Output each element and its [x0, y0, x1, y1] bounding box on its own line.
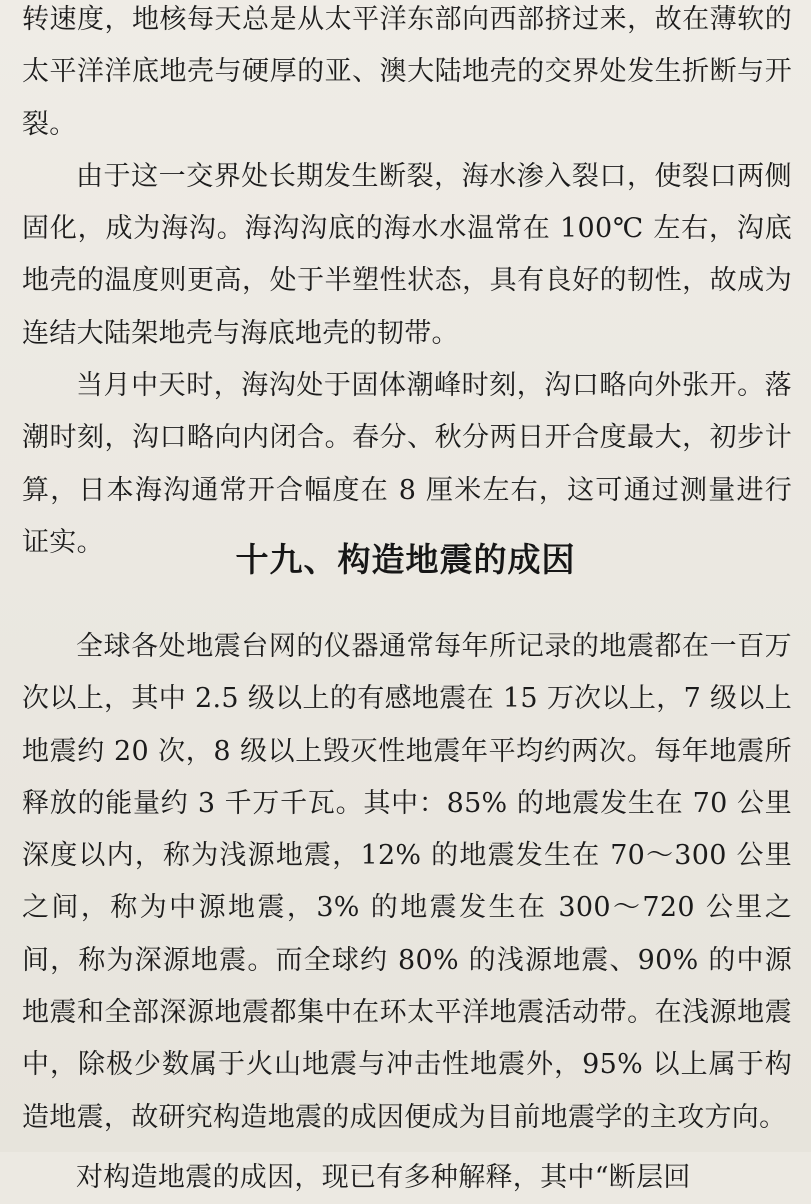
section-heading: 十九、构造地震的成因 — [235, 540, 576, 579]
paragraph-1: 转速度，地核每天总是从太平洋东部向西部挤过来，故在薄软的太平洋洋底地壳与硬厚的亚、澳大陆地壳的交界处发生折断与开裂。 — [22, 4, 792, 140]
paragraph-5: 对构造地震的成因，现已有多种解释，其中“断层回 — [76, 1161, 691, 1193]
paragraph-4: 全球各处地震台网的仪器通常每年所记录的地震都在一百万次以上，其中 2.5 级以上的有感地震在 15 万次以上，7 级以上地震约 20 次，8 级以上毁灭性地震年平均约两次。每年地震所释放的能量约 3 千万千瓦。其中：85% 的地震发生在 70 公里深度以内，称为浅源地震，12% 的地震发生在 70～300 公里之间，称为中源地震，3% 的地震发生在 300～720 公里之间，称为深源地震。而全球约 80% 的浅源地震、90% 的中源地震和全部深源地震都集中在环太平洋地震活动带。在浅源地震中，除极少数属于火山地震与冲击性地震外，95% 以上属于构造地震，故研究构造地震的成因便成为目前地震学的主攻方向。 — [22, 631, 792, 1133]
body-text-bottom — [22, 621, 792, 1204]
body-text-top — [22, 0, 792, 569]
paragraph-3: 当月中天时，海沟处于固体潮峰时刻，沟口略向外张开。落潮时刻，沟口略向内闭合。春分、秋分两日开合度最大，初步计算，日本海沟通常开合幅度在 8 厘米左右，这可通过测量进行证实。 — [22, 370, 792, 558]
paragraph-2: 由于这一交界处长期发生断裂，海水渗入裂口，使裂口两侧固化，成为海沟。海沟沟底的海水水温常在 100℃ 左右，沟底地壳的温度则更高，处于半塑性状态，具有良好的韧性，故成为连结大陆架地壳与海底地壳的韧带。 — [22, 160, 792, 349]
